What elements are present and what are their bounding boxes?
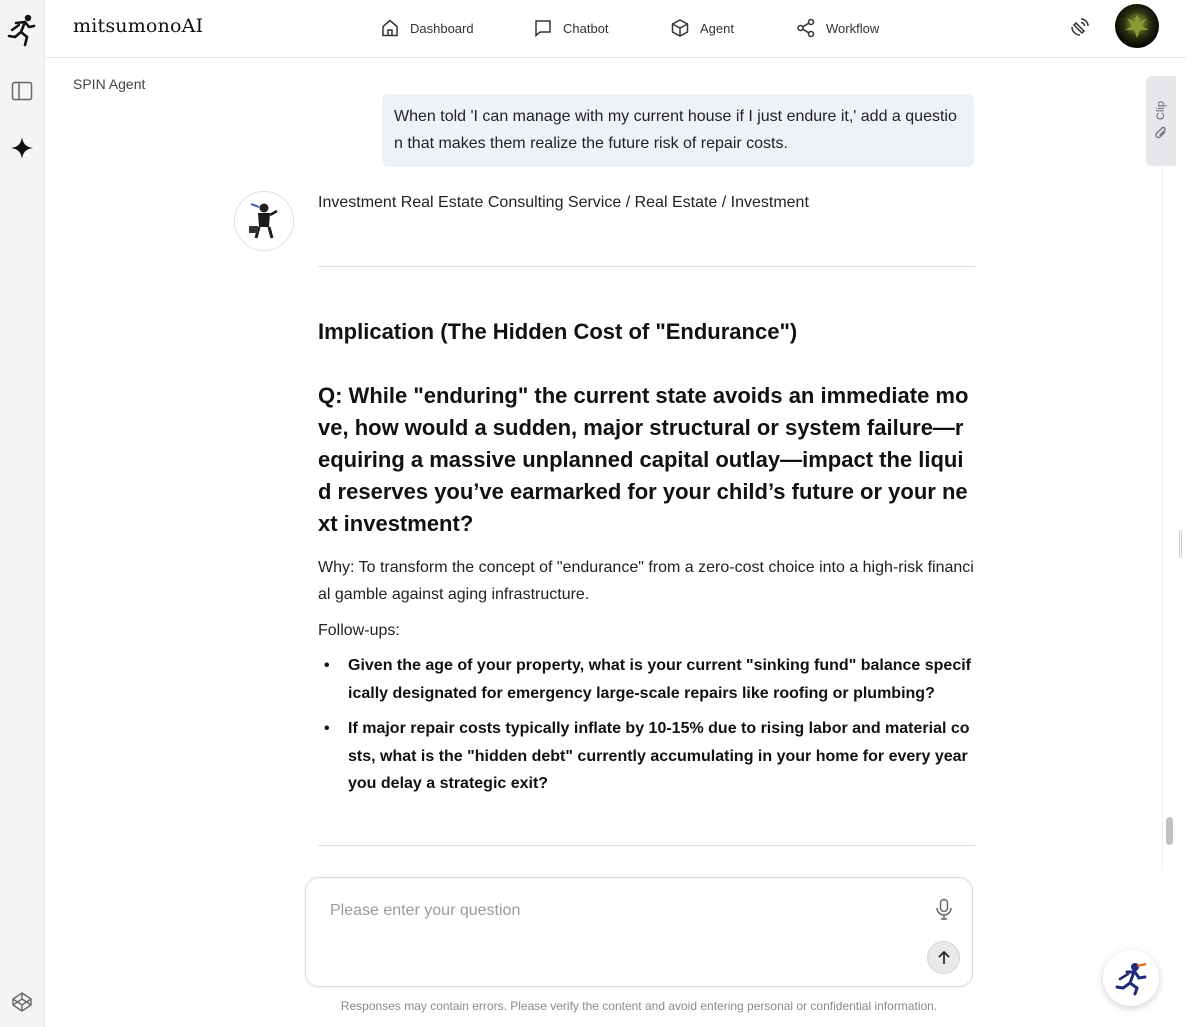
answer-question: Q: While "enduring" the current state avoids an immediate move, how would a sudden, major structural or system failure—requiring a massive unplanned capital outlay—impact the liquid reserves you’ve earmarked for your child’s future or your next investment? [318, 383, 969, 536]
nav-workflow[interactable] [796, 14, 879, 42]
answer-why: Why: To transform the concept of "endurance" from a zero-cost choice into a high-risk financial gamble against aging infrastructure. [318, 559, 974, 603]
sparkle-icon[interactable] [6, 132, 38, 164]
followups-list [318, 652, 975, 806]
nav-agent[interactable] [670, 14, 734, 42]
divider [318, 845, 975, 846]
nav-label: Dashboard [410, 20, 474, 36]
scrollbar-track[interactable] [1162, 166, 1176, 869]
paperclip-icon [1154, 125, 1168, 141]
send-button[interactable] [927, 941, 960, 974]
nav-label: Agent [700, 20, 734, 36]
sidebar-toggle-icon[interactable] [6, 75, 38, 107]
followup-item: • If major repair costs typically inflate by 10-15% due to rising labor and material costs, what is the "hidden debt" currently accumulating in your home for every year you delay a strategic exit? [318, 715, 975, 798]
user-message: When told 'I can manage with my current house if I just endure it,' add a question that makes them realize the future risk of repair costs. [382, 94, 974, 167]
nav-label: Chatbot [563, 20, 609, 36]
top-bar [45, 0, 1186, 58]
breadcrumb: SPIN Agent [73, 76, 146, 92]
nav-dashboard[interactable] [380, 14, 474, 42]
codepen-icon[interactable] [6, 986, 38, 1018]
cube-icon [670, 18, 690, 38]
agent-avatar [234, 191, 294, 251]
nav-label: Workflow [826, 20, 880, 36]
runner-logo-icon[interactable] [6, 14, 38, 46]
followups-label: Follow-ups: [318, 622, 400, 639]
divider [318, 266, 975, 267]
answer-heading: Implication (The Hidden Cost of "Endurance") [318, 319, 798, 344]
user-avatar[interactable] [1115, 4, 1159, 48]
assistant-fab[interactable] [1103, 950, 1159, 1006]
share-icon [796, 18, 816, 38]
agent-category: Investment Real Estate Consulting Service / Real Estate / Investment [318, 194, 809, 211]
nav-chatbot[interactable] [533, 14, 609, 42]
disclaimer: Responses may contain errors. Please verify the content and avoid entering personal or confidential information. [340, 999, 938, 1013]
scrollbar-thumb[interactable] [1166, 817, 1173, 845]
satellite-icon[interactable] [1065, 14, 1093, 42]
clip-label: Clip [1155, 100, 1167, 120]
microphone-icon[interactable] [932, 896, 956, 922]
chat-composer [305, 877, 973, 987]
question-input[interactable] [330, 898, 910, 924]
chat-icon [533, 18, 553, 38]
brand-logo[interactable]: mitsumonoAI [73, 15, 204, 37]
arrow-up-icon [936, 950, 952, 966]
ninja-runner-icon [1113, 960, 1149, 996]
clip-tab[interactable] [1146, 76, 1176, 166]
followup-item: • Given the age of your property, what is your current "sinking fund" balance specifically designated for emergency large-scale repairs like roofing or plumbing? [318, 652, 975, 707]
resize-handle[interactable] [1179, 530, 1182, 558]
home-icon [380, 18, 400, 38]
side-rail [0, 0, 45, 1027]
